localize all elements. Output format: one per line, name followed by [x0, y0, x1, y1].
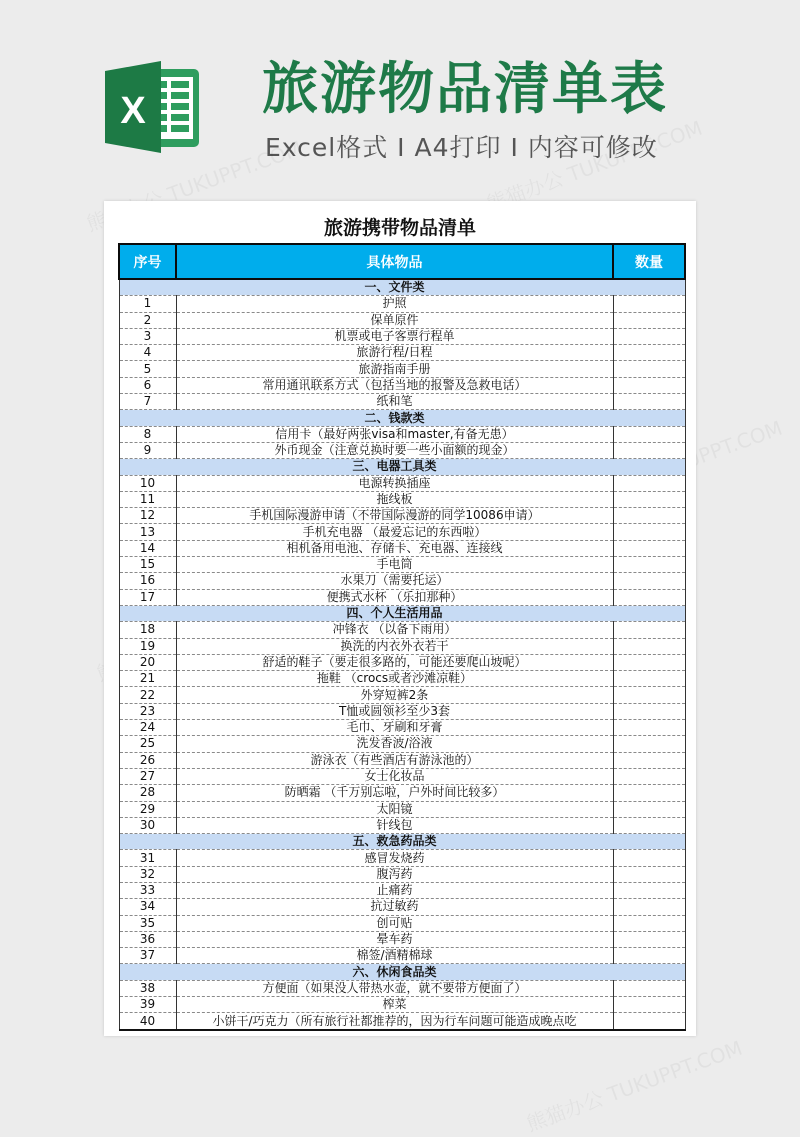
column-header-item: 具体物品 [176, 244, 613, 279]
item-quantity[interactable] [613, 312, 685, 328]
item-row [119, 508, 685, 524]
category-row [119, 964, 685, 980]
item-quantity[interactable] [613, 426, 685, 442]
item-row [119, 442, 685, 458]
item-name[interactable]: 机票或电子客票行程单 [176, 328, 613, 344]
item-quantity[interactable] [613, 1013, 685, 1030]
item-number[interactable]: 1 [119, 296, 176, 312]
category-title: 一、文件类 [176, 279, 613, 296]
item-row [119, 882, 685, 898]
item-name[interactable]: 手机充电器 （最爱忘记的东西啦） [176, 524, 613, 540]
item-row [119, 980, 685, 996]
column-header-number: 序号 [119, 244, 176, 279]
item-quantity[interactable] [613, 997, 685, 1013]
item-number[interactable]: 2 [119, 312, 176, 328]
item-row [119, 296, 685, 312]
category-cell-empty [613, 964, 685, 980]
item-quantity[interactable] [613, 736, 685, 752]
item-quantity[interactable] [613, 622, 685, 638]
category-row [119, 605, 685, 621]
item-quantity[interactable] [613, 491, 685, 507]
item-name[interactable]: 便携式水杯 （乐扣那种） [176, 589, 613, 605]
item-number[interactable]: 10 [119, 475, 176, 491]
item-name[interactable]: 旅游指南手册 [176, 361, 613, 377]
item-name[interactable]: 棉签/酒精棉球 [176, 948, 613, 964]
item-quantity[interactable] [613, 703, 685, 719]
item-name[interactable]: 纸和笔 [176, 394, 613, 410]
item-number[interactable]: 16 [119, 573, 176, 589]
item-quantity[interactable] [613, 345, 685, 361]
item-number[interactable]: 29 [119, 801, 176, 817]
category-title: 五、救急药品类 [176, 834, 613, 850]
item-number[interactable]: 6 [119, 377, 176, 393]
item-quantity[interactable] [613, 882, 685, 898]
item-quantity[interactable] [613, 980, 685, 996]
item-row [119, 915, 685, 931]
item-row [119, 622, 685, 638]
item-row [119, 1013, 685, 1030]
category-row [119, 834, 685, 850]
item-name[interactable]: 手电筒 [176, 557, 613, 573]
page-title: 旅游物品清单表 [262, 57, 668, 122]
item-quantity[interactable] [613, 638, 685, 654]
item-row [119, 948, 685, 964]
item-row [119, 997, 685, 1013]
item-name[interactable]: 腹泻药 [176, 866, 613, 882]
item-name[interactable]: 女士化妆品 [176, 768, 613, 784]
item-row [119, 328, 685, 344]
item-quantity[interactable] [613, 785, 685, 801]
item-row [119, 654, 685, 670]
item-number[interactable]: 21 [119, 671, 176, 687]
item-row [119, 817, 685, 833]
item-name[interactable]: 太阳镜 [176, 801, 613, 817]
item-name[interactable]: 方便面（如果没人带热水壶，就不要带方便面了） [176, 980, 613, 996]
item-row [119, 785, 685, 801]
category-cell-empty [119, 834, 176, 850]
item-row [119, 638, 685, 654]
item-name[interactable]: 旅游行程/日程 [176, 345, 613, 361]
item-number[interactable]: 39 [119, 997, 176, 1013]
item-name[interactable]: T恤或圆领衫至少3套 [176, 703, 613, 719]
item-row [119, 866, 685, 882]
item-number[interactable]: 19 [119, 638, 176, 654]
category-cell-empty [119, 279, 176, 296]
category-row [119, 410, 685, 426]
item-name[interactable]: 水果刀（需要托运） [176, 573, 613, 589]
item-quantity[interactable] [613, 671, 685, 687]
item-row [119, 752, 685, 768]
item-number[interactable]: 13 [119, 524, 176, 540]
item-number[interactable]: 11 [119, 491, 176, 507]
item-quantity[interactable] [613, 899, 685, 915]
item-quantity[interactable] [613, 589, 685, 605]
item-name[interactable]: 游泳衣（有些酒店有游泳池的） [176, 752, 613, 768]
item-quantity[interactable] [613, 866, 685, 882]
item-quantity[interactable] [613, 687, 685, 703]
checklist-body [119, 279, 685, 1030]
item-number[interactable]: 31 [119, 850, 176, 866]
item-quantity[interactable] [613, 850, 685, 866]
item-quantity[interactable] [613, 801, 685, 817]
item-row [119, 850, 685, 866]
item-number[interactable]: 12 [119, 508, 176, 524]
item-row [119, 557, 685, 573]
item-name[interactable]: 外穿短裤2条 [176, 687, 613, 703]
item-name[interactable]: 针线包 [176, 817, 613, 833]
item-number[interactable]: 33 [119, 882, 176, 898]
item-row [119, 720, 685, 736]
category-cell-empty [119, 605, 176, 621]
item-quantity[interactable] [613, 573, 685, 589]
category-cell-empty [119, 964, 176, 980]
item-row [119, 524, 685, 540]
item-quantity[interactable] [613, 524, 685, 540]
item-name[interactable]: 拖鞋 （crocs或者沙滩凉鞋） [176, 671, 613, 687]
category-cell-empty [613, 834, 685, 850]
category-cell-empty [613, 279, 685, 296]
item-quantity[interactable] [613, 296, 685, 312]
item-number[interactable]: 27 [119, 768, 176, 784]
item-row [119, 394, 685, 410]
item-number[interactable]: 3 [119, 328, 176, 344]
category-cell-empty [119, 459, 176, 475]
item-number[interactable]: 38 [119, 980, 176, 996]
item-name[interactable]: 常用通讯联系方式（包括当地的报警及急救电话） [176, 377, 613, 393]
logo-letter: X [120, 90, 146, 132]
item-number[interactable]: 18 [119, 622, 176, 638]
item-name[interactable]: 小饼干/巧克力（所有旅行社都推荐的，因为行车问题可能造成晚点吃 [176, 1013, 613, 1030]
item-quantity[interactable] [613, 540, 685, 556]
checklist-table [118, 243, 686, 1031]
item-name[interactable]: 护照 [176, 296, 613, 312]
excel-icon [103, 57, 203, 157]
category-row [119, 459, 685, 475]
item-number[interactable]: 15 [119, 557, 176, 573]
category-cell-empty [119, 410, 176, 426]
sheet-title: 旅游携带物品清单 [323, 217, 476, 239]
item-number[interactable]: 4 [119, 345, 176, 361]
item-number[interactable]: 26 [119, 752, 176, 768]
item-number[interactable]: 7 [119, 394, 176, 410]
item-row [119, 491, 685, 507]
category-title: 四、个人生活用品 [176, 605, 613, 621]
item-name[interactable]: 电源转换插座 [176, 475, 613, 491]
item-row [119, 426, 685, 442]
item-number[interactable]: 30 [119, 817, 176, 833]
item-row [119, 768, 685, 784]
item-row [119, 361, 685, 377]
item-name[interactable]: 手机国际漫游申请（不带国际漫游的同学10086申请） [176, 508, 613, 524]
item-name[interactable]: 换洗的内衣外衣若干 [176, 638, 613, 654]
item-number[interactable]: 8 [119, 426, 176, 442]
item-quantity[interactable] [613, 768, 685, 784]
item-number[interactable]: 40 [119, 1013, 176, 1030]
item-quantity[interactable] [613, 915, 685, 931]
item-number[interactable]: 5 [119, 361, 176, 377]
item-name[interactable]: 抗过敏药 [176, 899, 613, 915]
item-row [119, 377, 685, 393]
page-subtitle: Excel格式 I A4打印 I 内容可修改 [265, 133, 658, 162]
item-quantity[interactable] [613, 361, 685, 377]
item-number[interactable]: 23 [119, 703, 176, 719]
item-quantity[interactable] [613, 817, 685, 833]
item-name[interactable]: 防晒霜 （千万别忘啦，户外时间比较多） [176, 785, 613, 801]
item-number[interactable]: 14 [119, 540, 176, 556]
item-name[interactable]: 创可贴 [176, 915, 613, 931]
item-number[interactable]: 34 [119, 899, 176, 915]
item-number[interactable]: 32 [119, 866, 176, 882]
item-quantity[interactable] [613, 654, 685, 670]
item-number[interactable]: 20 [119, 654, 176, 670]
spreadsheet-page [104, 201, 696, 1036]
item-name[interactable]: 感冒发烧药 [176, 850, 613, 866]
item-number[interactable]: 22 [119, 687, 176, 703]
category-title: 二、钱款类 [176, 410, 613, 426]
item-row [119, 899, 685, 915]
item-quantity[interactable] [613, 931, 685, 947]
item-name[interactable]: 榨菜 [176, 997, 613, 1013]
item-name[interactable]: 拖线板 [176, 491, 613, 507]
item-number[interactable]: 35 [119, 915, 176, 931]
item-quantity[interactable] [613, 720, 685, 736]
item-quantity[interactable] [613, 377, 685, 393]
category-cell-empty [613, 605, 685, 621]
item-quantity[interactable] [613, 442, 685, 458]
item-quantity[interactable] [613, 557, 685, 573]
item-quantity[interactable] [613, 475, 685, 491]
item-number[interactable]: 24 [119, 720, 176, 736]
item-name[interactable]: 冲锋衣 （以备下雨用） [176, 622, 613, 638]
item-row [119, 573, 685, 589]
item-row [119, 475, 685, 491]
watermark [522, 1032, 746, 1137]
item-name[interactable]: 相机备用电池、存储卡、充电器、连接线 [176, 540, 613, 556]
column-header-quantity: 数量 [613, 244, 685, 279]
item-quantity[interactable] [613, 948, 685, 964]
item-name[interactable]: 信用卡（最好两张visa和master,有备无患） [176, 426, 613, 442]
item-name[interactable]: 外币现金（注意兑换时要一些小面额的现金） [176, 442, 613, 458]
item-number[interactable]: 9 [119, 442, 176, 458]
item-row [119, 671, 685, 687]
item-name[interactable]: 毛巾、牙刷和牙膏 [176, 720, 613, 736]
item-number[interactable]: 36 [119, 931, 176, 947]
category-cell-empty [613, 410, 685, 426]
item-quantity[interactable] [613, 752, 685, 768]
item-row [119, 687, 685, 703]
item-quantity[interactable] [613, 328, 685, 344]
item-number[interactable]: 28 [119, 785, 176, 801]
item-row [119, 540, 685, 556]
item-number[interactable]: 25 [119, 736, 176, 752]
header-row [119, 244, 685, 279]
category-title: 三、电器工具类 [176, 459, 613, 475]
category-row [119, 279, 685, 296]
banner [0, 0, 800, 195]
item-row [119, 345, 685, 361]
item-row [119, 736, 685, 752]
item-row [119, 589, 685, 605]
item-name[interactable]: 止痛药 [176, 882, 613, 898]
item-quantity[interactable] [613, 508, 685, 524]
item-name[interactable]: 舒适的鞋子（要走很多路的，可能还要爬山坡呢） [176, 654, 613, 670]
item-number[interactable]: 37 [119, 948, 176, 964]
category-title: 六、休闲食品类 [176, 964, 613, 980]
item-name[interactable]: 保单原件 [176, 312, 613, 328]
item-row [119, 703, 685, 719]
item-name[interactable]: 洗发香波/浴液 [176, 736, 613, 752]
item-quantity[interactable] [613, 394, 685, 410]
category-cell-empty [613, 459, 685, 475]
item-row [119, 931, 685, 947]
item-name[interactable]: 晕车药 [176, 931, 613, 947]
item-row [119, 312, 685, 328]
item-row [119, 801, 685, 817]
item-number[interactable]: 17 [119, 589, 176, 605]
